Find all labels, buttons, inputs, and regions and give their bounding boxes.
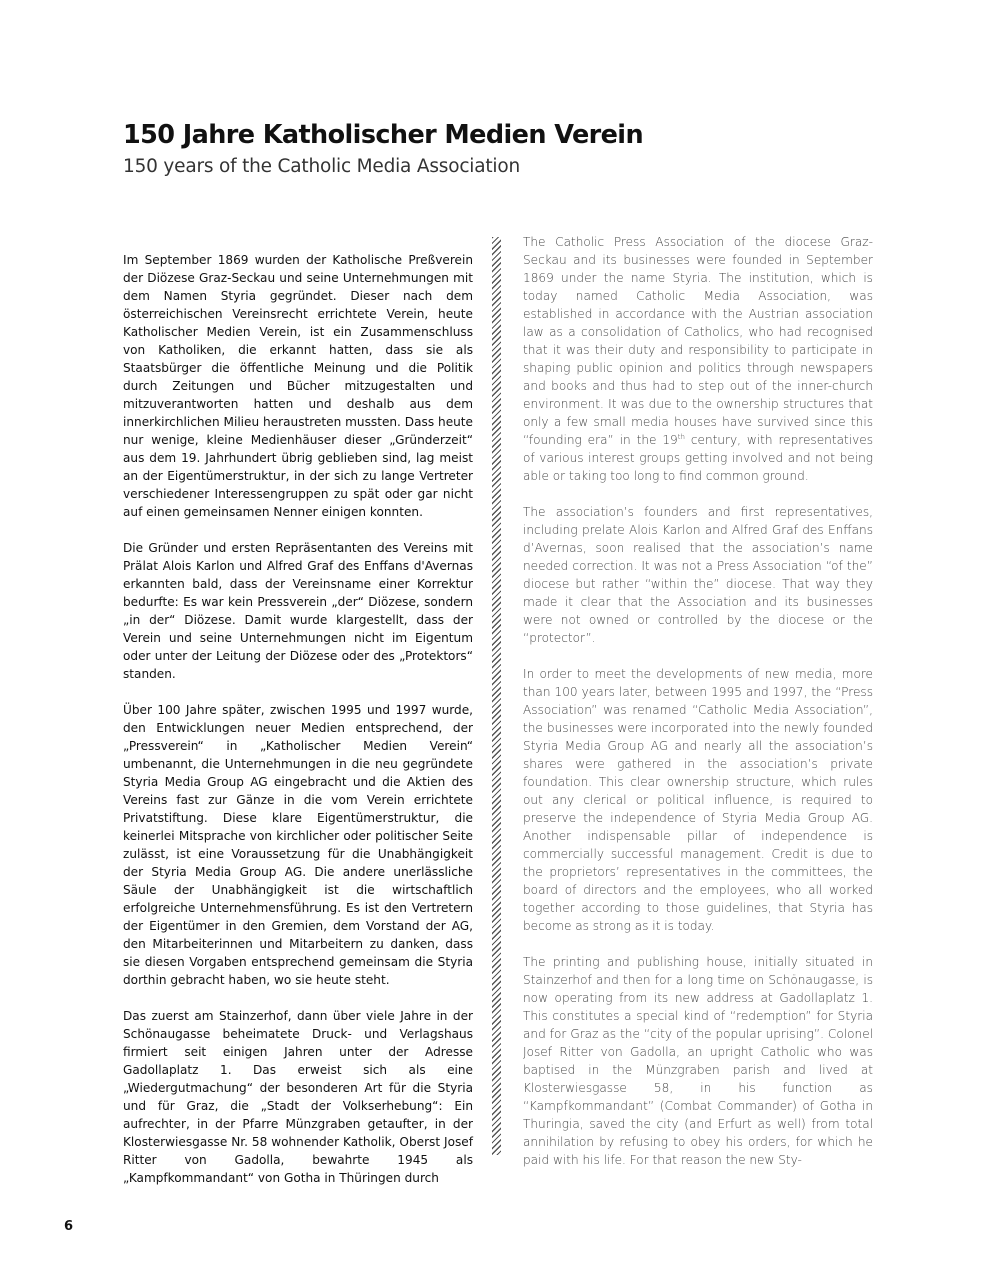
ordinal-suffix: th: [677, 432, 685, 441]
english-text-column: [523, 233, 873, 1187]
german-paragraph-2: Die Gründer und ersten Repräsentanten des Vereins mit Prälat Alois Karlon und Alfred Graf des Enffans d'Avernas erkannten bald, dass der Vereinsname einer Korrektur bedurfte: Es war kein Pressverein „der“ Diözese, sondern „in der“ Diözese. Damit wurde klargestellt, dass der Verein und seine Unternehmungen nicht im Eigentum oder unter der Leitung der Diözese oder des „Protektors“ standen.: [123, 541, 473, 681]
page-title: 150 Jahre Katholischer Medien Verein: [123, 120, 644, 150]
german-paragraph-4: Das zuerst am Stainzerhof, dann über viele Jahre in der Schönaugasse beheimatete Druck- und Verlagshaus firmiert seit einigen Jahren unter der Adresse Gadollaplatz 1. Das erweist sich als eine „Wiedergutmachung“ der besonderen Art für die Styria und für Graz, die „Stadt der Volkserhebung“: Ein aufrechter, in der Pfarre Münzgraben getaufter, in der Klosterwiesgasse Nr. 58 wohnender Katholik, Oberst Josef Ritter von Gadolla, bewahrte 1945 als „Kampfkommandant“ von Gotha in Thüringen durch: [123, 1009, 473, 1185]
hatched-column-divider: [492, 237, 501, 1155]
page-number: 6: [64, 1219, 74, 1234]
page-subtitle: 150 years of the Catholic Media Association: [123, 156, 520, 177]
english-paragraph-2: The association’s founders and first representatives, including prelate Alois Karlon and Alfred Graf des Enffans d’Avernas, soon realised that the association’s name needed correction. It was not a Press Association “of the” diocese but rather “within the” diocese. That way they made it clear that the Association and its businesses were not owned or controlled by the diocese or the “protector”.: [523, 505, 873, 645]
english-paragraph-1-text-a: The Catholic Press Association of the diocese Graz-Seckau and its businesses were founded in September 1869 under the name Styria. The institution, which is today named Catholic Media Association, was established in accordance with the Austrian association law as a consolidation of Catholics, who had recognised that it was their duty and responsibility to participate in shaping public opinion and politics through newspapers and books and thus had to step out of the inner-church environment. It was due to the ownership structures that only a few small media houses have survived since this “founding era” in the 19: [523, 235, 873, 447]
german-text-column: [123, 251, 473, 1205]
english-paragraph-3: In order to meet the developments of new media, more than 100 years later, between 1995 and 1997, the “Press Association” was renamed “Catholic Media Association”, the businesses were incorporated into the newly founded Styria Media Group AG and nearly all the association’s shares were gathered in the association’s private foundation. This clear ownership structure, which rules out any clerical or political influence, is required to preserve the independence of Styria Media Group AG. Another indispensable pillar of independence is commercially successful management. Credit is due to the proprietors’ representatives in the committees, the board of directors and the employees, who all worked together according to those guidelines, that Styria has become as strong as it is today.: [523, 667, 873, 933]
german-paragraph-3: Über 100 Jahre später, zwischen 1995 und 1997 wurde, den Entwicklungen neuer Medien entsprechend, der „Pressverein“ in „Katholischer Medien Verein“ umbenannt, die Unternehmungen in die neu gegründete Styria Media Group AG eingebracht und die Aktien des Vereins fast zur Gänze in die vom Verein errichtete Privatstiftung. Diese klare Eigentümerstruktur, die keinerlei Mitsprache von kirchlicher oder politischer Seite zulässt, ist eine Voraussetzung für die Unabhängigkeit der Styria Media Group AG. Die andere unerlässliche Säule der Unabhängigkeit ist die wirtschaftlich erfolgreiche Unternehmensführung. Es ist den Vertretern der Eigentümer in den Gremien, dem Vorstand der AG, den Mitarbeiterinnen und Mitarbeitern zu danken, dass sie diesen Vorgaben entsprechend gemeinsam die Styria dorthin gebracht haben, wo sie heute steht.: [123, 703, 473, 987]
german-paragraph-1: Im September 1869 wurden der Katholische Preßverein der Diözese Graz-Seckau und seine Unternehmungen mit dem Namen Styria gegründet. Dieser nach dem österreichischen Vereinsrecht errichtete Verein, heute Katholischer Medien Verein, ist ein Zusammenschluss von Katholiken, die erkannt hatten, dass sie als Staatsbürger die öffentliche Meinung und die Politik durch Zeitungen und Bücher mitzugestalten und mitzuverantworten hatten und deshalb aus dem innerkirchlichen Milieu heraustreten mussten. Dass heute nur wenige, kleine Medienhäuser dieser „Gründerzeit“ aus dem 19. Jahrhundert übrig geblieben sind, lag meist an der Eigentümerstruktur, in der sich zu lange Vertreter verschiedener Interessengruppen zu spät oder gar nicht auf einen gemeinsamen Nenner einigen konnten.: [123, 253, 473, 519]
english-paragraph-1: [523, 233, 873, 485]
english-paragraph-4: The printing and publishing house, initially situated in Stainzerhof and then for a long time on Schönaugasse, is now operating from its new address at Gadollaplatz 1. This constitutes a special kind of “redemption” for Styria and for Graz as the “city of the popular uprising”. Colonel Josef Ritter von Gadolla, an upright Catholic who was baptised in the Münzgraben parish and lived at Klosterwiesgasse 58, in his function as “Kampfkommandant” (Combat Commander) of Gotha in Thuringia, saved the city (and Erfurt as well) from total annihilation by refusing to obey his orders, for which he paid with his life. For that reason the new Sty-: [523, 955, 873, 1167]
english-paragraph-1-text-b: century, with representatives of various interest groups getting involved and not being able or taking too long to find common ground.: [523, 433, 873, 483]
